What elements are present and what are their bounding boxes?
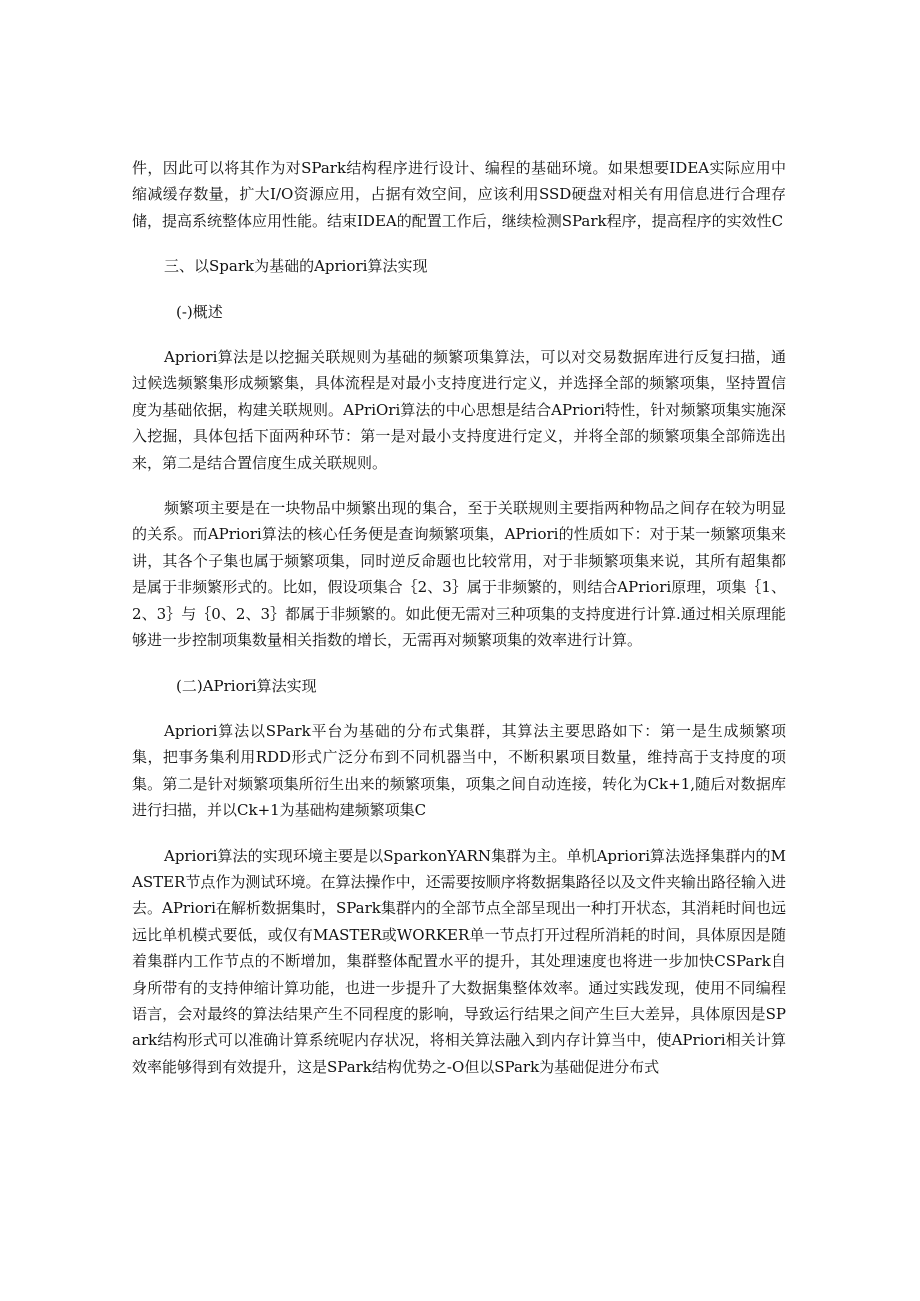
section-heading: 三、以Spark为基础的Apriori算法实现: [164, 257, 428, 276]
paragraph-continuation: 件，因此可以将其作为对SPark结构程序进行设计、编程的基础环境。如果想要IDEA实际应用中缩减缓存数量，扩大I/O资源应用，占据有效空间，应该利用SSD硬盘对相关有用信息进行合理存储，提高系统整体应用性能。结束IDEA的配置工作后，继续检测SPark程序，提高程序的实效性C: [132, 159, 786, 230]
subsection-heading-overview: (-)概述: [176, 302, 223, 321]
paragraph-environment: Apriori算法的实现环境主要是以SparkonYARN集群为主。单机Apriori算法选择集群内的MASTER节点作为测试环境。在算法操作中，还需要按顺序将数据集路径以及文件夹输出路径输入进去。APriori在解析数据集时，SPark集群内的全部节点全部呈现出一种打开状态，其消耗时间也远远比单机模式要低，或仅有MASTER或WORKER单一节点打开过程所消耗的时间，具体原因是随着集群内工作节点的不断增加，集群整体配置水平的提升，其处理速度也将进一步加快CSPark自身所带有的支持伸缩计算功能，也进一步提升了大数据集整体效率。通过实践发现，使用不同编程语言，会对最终的算法结果产生不同程度的影响，导致运行结果之间产生巨大差异，具体原因是SPark结构形式可以准确计算系统呢内存状况，将相关算法融入到内存计算当中，使APriori相关计算效率能够得到有效提升，这是SPark结构优势之-O但以SPark为基础促进分布式: [132, 846, 786, 1076]
paragraph-algorithm-idea: Apriori算法以SPark平台为基础的分布式集群，其算法主要思路如下：第一是生成频繁项集，把事务集利用RDD形式广泛分布到不同机器当中，不断积累项目数量，维持高于支持度的项集。第二是针对频繁项集所衍生出来的频繁项集，项集之间自动连接，转化为Ck+1,随后对数据库进行扫描，并以Ck+1为基础构建频繁项集C: [132, 721, 786, 820]
document-body: [132, 155, 786, 1080]
subsection-heading-implementation: (二)APriori算法实现: [176, 676, 317, 695]
paragraph-frequent-itemsets: 频繁项主要是在一块物品中频繁出现的集合，至于关联规则主要指两种物品之间存在较为明显的关系。而APriori算法的核心任务便是查询频繁项集，APriori的性质如下：对于某一频繁项集来讲，其各个子集也属于频繁项集，同时逆反命题也比较常用，对于非频繁项集来说，其所有超集都是属于非频繁形式的。比如，假设项集合｛2、3｝属于非频繁的，则结合APriori原理，项集｛1、2、3｝与｛0、2、3｝都属于非频繁的。如此便无需对三种项集的支持度进行计算.通过相关原理能够进一步控制项集数量相关指数的增长，无需再对频繁项集的效率进行计算。: [132, 499, 786, 650]
paragraph-apriori-definition: Apriori算法是以挖掘关联规则为基础的频繁项集算法，可以对交易数据库进行反复扫描，通过候选频繁集形成频繁集，具体流程是对最小支持度进行定义，并选择全部的频繁项集，坚持置信度为基础依据，构建关联规则。APriOri算法的中心思想是结合APriori特性，针对频繁项集实施深入挖掘，具体包括下面两种环节：第一是对最小支持度进行定义，并将全部的频繁项集全部筛选出来，第二是结合置信度生成关联规则。: [132, 348, 786, 472]
